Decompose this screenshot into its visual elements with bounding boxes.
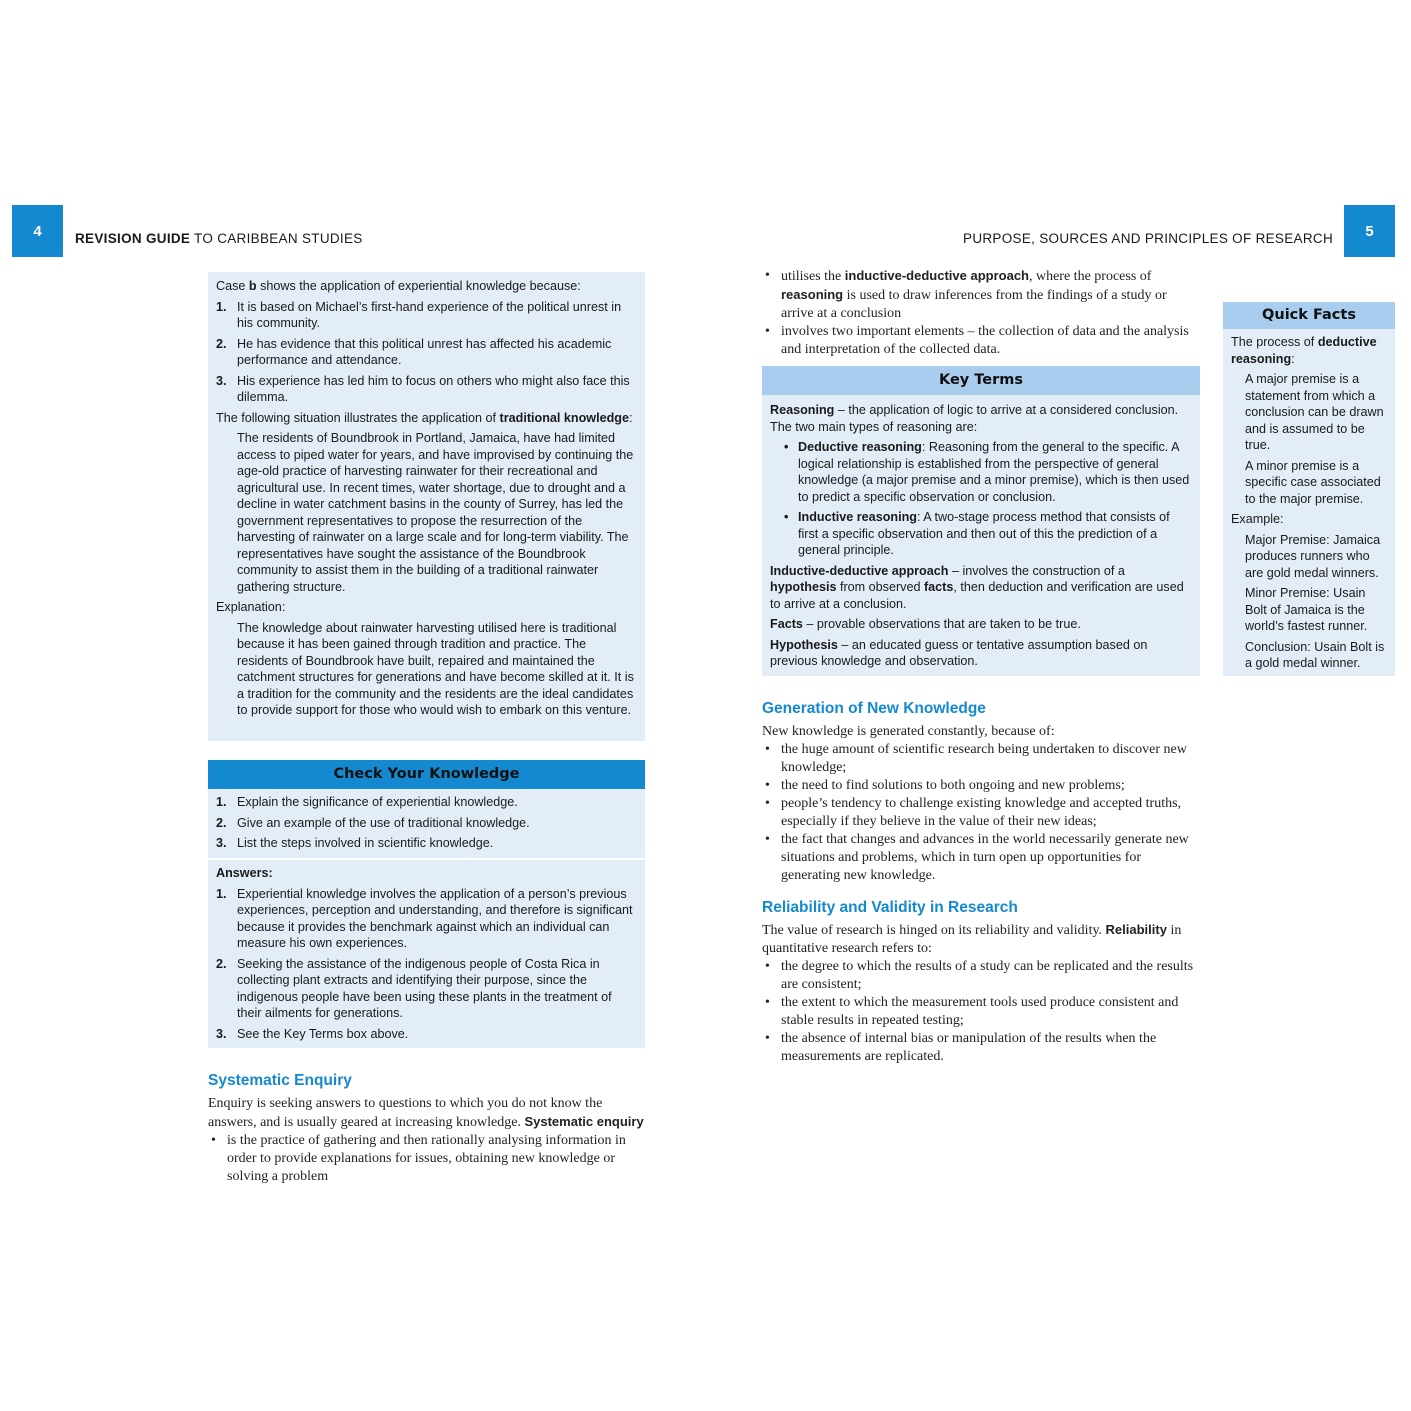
item-number: 3. — [216, 1026, 227, 1041]
list-item — [216, 794, 637, 811]
reliability-heading: Reliability and Validity in Research — [762, 899, 1018, 916]
reliability-intro — [762, 921, 1202, 958]
reliability-intro-a: The value of research is hinged on its reliability and validity. — [762, 923, 1106, 938]
answers-box — [208, 860, 645, 1048]
term: Inductive reasoning — [798, 510, 917, 524]
list-item: • involves two important elements – the collection of data and the analysis and interpretation of the collected data. — [762, 323, 1192, 359]
explanation-text: The knowledge about rainwater harvesting utilised here is traditional because it has been gained through tradition and practice. The residents of Boundbrook have built, repaired and maintained the catchment structures for generations and have become skilled at it. It is a tradition for the community and the residents are the ideal candidates to provide support for those who would wish to embark on this venture. — [237, 620, 634, 717]
list-item — [216, 835, 637, 852]
list-item: • the extent to which the measurement tools used produce consistent and stable results in repeated testing; — [762, 994, 1202, 1030]
systematic-para-a: Enquiry is seeking answers to questions to which you do not know the answers, and is usually geared at increasing knowledge. — [208, 1096, 603, 1130]
item-number: 3. — [216, 836, 227, 850]
list-item — [762, 267, 1192, 323]
case-reasons — [216, 299, 637, 406]
list-item: • the need to find solutions to both ongoing and new problems; — [762, 777, 1202, 795]
qf-intro — [1231, 334, 1387, 367]
item-text: Experiential knowledge involves the application of a person’s previous experiences, perception and understanding, and therefore is significant because it provides the benchmark against which an individual can measure his own experiences. — [237, 886, 633, 950]
generation-body — [762, 723, 1202, 885]
check-knowledge-box — [208, 760, 645, 858]
generation-list — [762, 741, 1202, 885]
item-number: 1. — [216, 886, 227, 901]
list-item — [784, 509, 1192, 559]
hypothesis-def — [770, 637, 1192, 670]
answers-label: Answers: — [216, 866, 273, 880]
systematic-list — [208, 1132, 648, 1186]
situation-text: The residents of Boundbrook in Portland, Jamaica, have had limited access to piped water for years, and have improvised by continuing the age-old practice of harvesting rainwater for their recreational and agricultural use. In recent times, water shortage, due to drought and a decline in water catchment basins in the county of Surrey, has led the government representatives to propose the resurrection of the harvesting of rainwater on a large scale and for long-term viability. The representatives have sought the assistance of the Boundbrook community to assist them in the building of a traditional rainwater gathering structure. — [237, 431, 634, 594]
case-intro — [216, 278, 637, 295]
item-number: 1. — [216, 299, 227, 314]
b1-a: utilises the — [781, 269, 845, 284]
list-item: • the degree to which the results of a study can be replicated and the results are consistent; — [762, 958, 1202, 994]
item-text: Seeking the assistance of the indigenous people of Costa Rica in collecting plant extracts and identifying their purpose, since the indigenous people have been using these plants in the treatment of their ailments for generations. — [237, 956, 612, 1020]
check-questions — [208, 789, 645, 852]
key-terms-content — [762, 395, 1200, 670]
case-intro-c: shows the application of experiential knowledge because: — [256, 279, 581, 293]
reasoning-def — [770, 402, 1192, 435]
inductive-deductive-def — [770, 563, 1192, 613]
list-item — [216, 815, 637, 832]
qf-minor: A minor premise is a specific case associated to the major premise. — [1245, 458, 1381, 506]
qf-ex-major: Major Premise: Jamaica produces runners who are gold medal winners. — [1245, 532, 1381, 580]
reliability-body — [762, 921, 1202, 1066]
b1-c: is used to draw inferences from the findings of a study or arrive at a conclusion — [781, 288, 1167, 321]
definition: : A two-stage process method that consists of first a specific observation and then out of this the prediction of a general principle. — [798, 510, 1170, 557]
item-text: See the Key Terms box above. — [237, 1026, 409, 1041]
list-item: • the huge amount of scientific research being undertaken to discover new knowledge; — [762, 741, 1202, 777]
reasoning-types — [770, 439, 1192, 559]
traditional-bold: traditional knowledge — [499, 410, 629, 425]
definition-b: from observed — [836, 580, 924, 594]
running-head-rest: TO CARIBBEAN STUDIES — [190, 231, 363, 246]
reliability-intro-b: in quantitative research refers to: — [762, 923, 1182, 956]
list-item — [216, 373, 637, 406]
traditional-intro-text: The following situation illustrates the application of — [216, 410, 500, 425]
item-text: It is based on Michael’s first-hand experience of the political unrest in his community. — [237, 299, 622, 330]
qf-intro-colon: : — [1291, 351, 1295, 366]
list-item: • people’s tendency to challenge existing knowledge and accepted truths, especially if they believe in the value of their new ideas; — [762, 795, 1202, 831]
traditional-colon: : — [628, 410, 633, 425]
list-item: • the absence of internal bias or manipulation of the results when the measurements are replicated. — [762, 1030, 1202, 1066]
item-number: 2. — [216, 956, 227, 971]
definition-c: , then deduction and verification are used to arrive at a conclusion. — [770, 580, 1184, 611]
list-item — [784, 439, 1192, 505]
b1-bold1: inductive-deductive approach — [844, 268, 1029, 283]
generation-heading: Generation of New Knowledge — [762, 700, 986, 717]
item-number: 1. — [216, 795, 227, 809]
reliability-list — [762, 958, 1202, 1066]
list-item — [216, 299, 637, 332]
answers-list — [216, 886, 637, 1043]
reliability-bold: Reliability — [1105, 922, 1167, 937]
item-number: 2. — [216, 815, 227, 830]
running-head-bold: REVISION GUIDE — [75, 231, 191, 246]
item-number: 3. — [216, 373, 227, 388]
definition: – provable observations that are taken to be true. — [802, 617, 1081, 631]
list-item: • is the practice of gathering and then rationally analysing information in order to provide explanations for issues, obtaining new knowledge or solving a problem — [208, 1132, 648, 1186]
item-text: He has evidence that this political unrest has affected his academic performance and attendance. — [237, 336, 612, 367]
b1-b: , where the process of — [1028, 269, 1152, 284]
qf-ex-minor: Minor Premise: Usain Bolt of Jamaica is the world’s fastest runner. — [1245, 586, 1368, 633]
systematic-bold: Systematic enquiry — [524, 1114, 644, 1129]
generation-intro: New knowledge is generated constantly, because of: — [762, 724, 1055, 739]
left-running-head — [75, 231, 363, 246]
right-running-head: PURPOSE, SOURCES AND PRINCIPLES OF RESEARCH — [963, 231, 1333, 246]
systematic-para — [208, 1095, 648, 1132]
traditional-intro — [216, 410, 637, 427]
definition-a: – involves the construction of a — [948, 563, 1125, 578]
b1-bold2: reasoning — [781, 287, 844, 302]
facts-def — [770, 616, 1192, 633]
qf-intro-bold: deductive reasoning — [1231, 335, 1377, 366]
quick-facts-box — [1223, 302, 1395, 676]
list-item — [216, 1026, 637, 1043]
right-top-list — [762, 267, 1192, 359]
item-text: Explain the significance of experiential knowledge. — [237, 795, 518, 809]
systematic-heading: Systematic Enquiry — [208, 1072, 352, 1089]
quick-facts-content — [1223, 329, 1395, 672]
list-item — [216, 956, 637, 1022]
quick-facts-title: Quick Facts — [1223, 302, 1395, 329]
qf-intro-a: The process of — [1231, 335, 1318, 349]
right-page-number: 5 — [1344, 205, 1395, 257]
systematic-body — [208, 1095, 648, 1186]
item-text: Give an example of the use of traditional knowledge. — [237, 815, 530, 830]
case-intro-b: b — [248, 279, 257, 293]
term-facts: facts — [923, 580, 954, 594]
item-text: List the steps involved in scientific knowledge. — [237, 836, 494, 850]
left-page-number: 4 — [12, 205, 63, 257]
term: Inductive-deductive approach — [770, 563, 949, 578]
term: Hypothesis — [770, 637, 838, 652]
item-number: 2. — [216, 336, 227, 351]
case-box — [208, 272, 645, 741]
key-terms-title: Key Terms — [762, 366, 1200, 395]
right-top-bullets — [762, 267, 1192, 359]
list-item — [216, 336, 637, 369]
term: Deductive reasoning — [798, 440, 922, 454]
explanation-label: Explanation: — [216, 600, 286, 614]
definition: – the application of logic to arrive at a considered conclusion. The two main types of reasoning are: — [770, 403, 1179, 434]
qf-ex-conclusion: Conclusion: Usain Bolt is a gold medal winner. — [1245, 639, 1385, 670]
term: Facts — [770, 617, 803, 631]
term: Reasoning — [770, 403, 835, 417]
item-text: His experience has led him to focus on others who might also face this dilemma. — [237, 373, 630, 404]
definition: : Reasoning from the general to the specific. A logical relationship is established from the perspective of general knowledge (a major premise and a minor premise), which is then used to predict a specific observation or conclusion. — [798, 440, 1190, 504]
case-intro-a: Case — [216, 279, 249, 293]
list-item: • the fact that changes and advances in the world necessarily generate new situations and problems, which in turn open up opportunities for generating new knowledge. — [762, 831, 1202, 885]
list-item — [216, 886, 637, 952]
qf-major: A major premise is a statement from which a conclusion can be drawn and is assumed to be true. — [1245, 372, 1384, 452]
check-knowledge-title: Check Your Knowledge — [208, 760, 645, 789]
key-terms-box — [762, 366, 1200, 676]
definition: – an educated guess or tentative assumption based on previous knowledge and observation. — [770, 637, 1148, 668]
qf-example-label: Example: — [1231, 512, 1284, 526]
term-hyp: hypothesis — [770, 580, 837, 594]
